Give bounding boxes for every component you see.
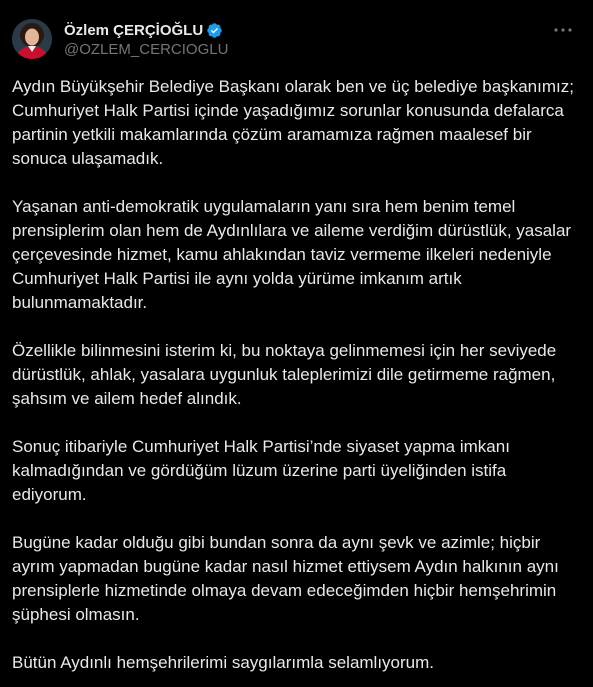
author-display-name[interactable]: Özlem ÇERÇİOĞLU	[64, 21, 204, 39]
post-paragraph: Bütün Aydınlı hemşehrilerimi saygılarımla selamlıyorum.	[12, 653, 435, 672]
author-info	[64, 20, 228, 58]
avatar[interactable]	[12, 19, 52, 59]
author-name-row	[64, 20, 228, 40]
post-paragraph: Bugüne kadar olduğu gibi bundan sonra da aynı şevk ve azimle; hiçbir ayrım yapmadan bugüne kadar nasıl hizmet ettiysem Aydın halkının aynı prensiplerle hizmetinde olmaya devam edeceğimden hiçbir hemşehrimin şüphesi olmasın.	[12, 533, 559, 624]
post-header	[12, 17, 581, 63]
author-handle[interactable]: @OZLEM_CERCIOGLU	[64, 41, 229, 58]
more-options-icon[interactable]	[551, 21, 575, 39]
post-paragraph: Sonuç itibariyle Cumhuriyet Halk Partisi’nde siyaset yapma imkanı kalmadığından ve gördüğüm lüzum üzerine parti üyeliğinden istifa ediyorum.	[12, 437, 510, 504]
post-paragraph: Özellikle bilinmesini isterim ki, bu noktaya gelinmemesi için her seviyede dürüstlük, ahlak, yasalara uygunluk taleplerimizi dile getirmeme rağmen, şahsım ve ailem hedef alındık.	[12, 341, 557, 408]
post-paragraph: Yaşanan anti-demokratik uygulamaların yanı sıra hem benim temel prensiplerim olan hem de Aydınlılara ve aileme verdiğim dürüstlük, yasalar çerçevesinde hizmet, kamu ahlakından taviz vermeme ilkeleri nedeniyle Cumhuriyet Halk Partisi ile aynı yolda yürüme imkanım artık bulunmamaktadır.	[12, 197, 572, 312]
post-paragraph: Aydın Büyükşehir Belediye Başkanı olarak ben ve üç belediye başkanımız; Cumhuriyet Halk Partisi içinde yaşadığımız sorunlar konusunda defalarca partinin yetkili makamlarında çözüm aramamıza rağmen maalesef bir sonuca ulaşamadık.	[12, 77, 574, 168]
avatar-image	[12, 19, 52, 59]
verified-badge-icon	[206, 22, 223, 39]
post-text	[12, 75, 584, 675]
